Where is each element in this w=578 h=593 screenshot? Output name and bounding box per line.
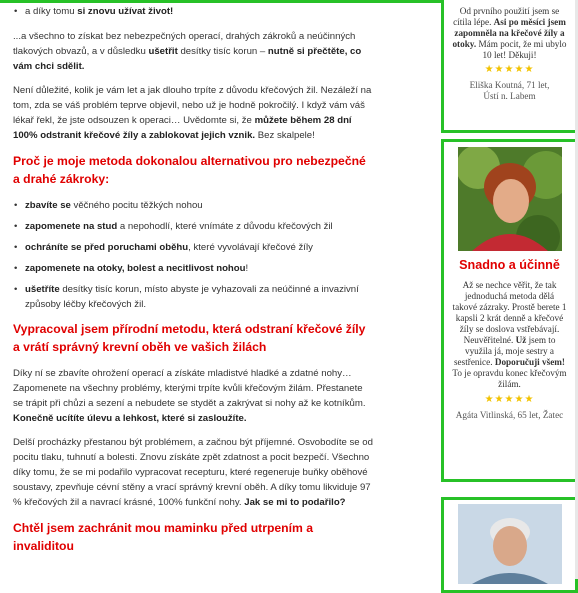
list-item: • zbavíte se věčného pocitu těžkých nohou (13, 198, 375, 213)
testimonial-author: Eliška Koutná, 71 let, (469, 80, 550, 90)
rating-stars-icon: ★★★★★ (484, 394, 535, 405)
paragraph: Díky ní se zbavíte ohrožení operací a získáte mladistvé hladké a zdatné nohy… Zapomenete na všechny problémy, kterými trpíte kvůli křečovým žilám. Přestanete se trápit při chůzi a sezení a nebudete se stydět a zakrývat si nohy až ke kotníkům. Konečně ucítíte úlevu a lehkost, které si zasloužíte. (13, 368, 366, 424)
section-heading: Proč je moje metoda dokonalou alternativou pro nebezpečné a drahé zákroky: (13, 154, 366, 186)
list-item: • ochráníte se před poruchami oběhu, které vyvolávají křečové žíly (13, 240, 375, 255)
rating-stars-icon: ★★★★★ (484, 64, 535, 75)
top-list (13, 4, 375, 19)
man-photo (458, 504, 562, 584)
list-item: • ušetříte desítky tisíc korun, místo abyste je vyhazovali za neúčinné a invazivní způsoby léčby křečových žil. (13, 282, 375, 312)
article-body (13, 4, 375, 565)
testimonial-author: Agáta Vitlinská, 65 let, Žatec (455, 410, 564, 420)
paragraph: Delší procházky přestanou být problémem, a začnou být příjemné. Osvobodíte se od pocitu tlaku, tuhnutí a bolesti. Znovu získáte zpět zdatnost a pocit bezpečí. Všechno díky tomu, že se mi podařilo vypracovat recepturu, které regeneruje buňky oběhové soustavy, zpevňuje cévní stěny a vrací správný krevní oběh. A díky tomu likviduje 97 % křečových žil a navrací krásné, 100% funkční nohy. Jak se mi to podařilo? (13, 437, 373, 508)
testimonial-text: Až se nechce věřit, že tak jednoduchá metoda dělá takové zázraky. Prostě berete 1 kapsli 2 krát denně a křečové žíly se doslova vstřebávají. Neuvěřitelné. Už jsem to využila já, moje sestry a sestřenice. Doporučuji všem! To je opravdu konec křečovým žilám. (452, 280, 567, 389)
testimonial-box (441, 0, 578, 133)
list-item: • zapomenete na stud a nepohodlí, které vnímáte z důvodu křečových žil (13, 219, 375, 234)
testimonial-box (441, 139, 578, 482)
woman-photo (458, 147, 562, 251)
section-heading: Chtěl jsem zachránit mou maminku před utrpením a invaliditou (13, 521, 314, 553)
paragraph: Není důležité, kolik je vám let a jak dlouho trpíte z důvodu křečových žil. Nezáleží na tom, zda se váš problém teprve objevil, nebo už je hodně pokročilý. I když vám váš lékař řekl, že jste odsouzen k operaci… Uvědomte si, že můžete během 28 dní 100% odstranit křečové žíly a zablokovat jejich vznik. Bez skalpele! (13, 85, 372, 141)
testimonial-text: Od prvního použití jsem se cítila lépe. Asi po měsíci jsem zapomněla na křečové žíly a otoky. Mám pocit, že mi ubylo 10 let! Děkuji! (452, 6, 567, 60)
testimonial-title: Snadno a účinně (459, 258, 560, 272)
testimonial-location: Ústí n. Labem (483, 91, 536, 101)
benefits-list (13, 198, 375, 312)
section-heading: Vypracoval jsem přírodní metodu, která odstraní křečové žíly a vrátí správný krevní oběh ve vašich žilách (13, 322, 366, 354)
list-item: • zapomenete na otoky, bolest a necitlivost nohou! (13, 261, 375, 276)
list-item: • a díky tomu si znovu užívat život! (13, 4, 375, 19)
paragraph: ...a všechno to získat bez nebezpečných operací, drahých zákroků a neúčinných tlakových obvazů, a v důsledku ušetřit desítky tisíc korun – nutně si přečtěte, co vám chci sdělit. (13, 31, 362, 72)
